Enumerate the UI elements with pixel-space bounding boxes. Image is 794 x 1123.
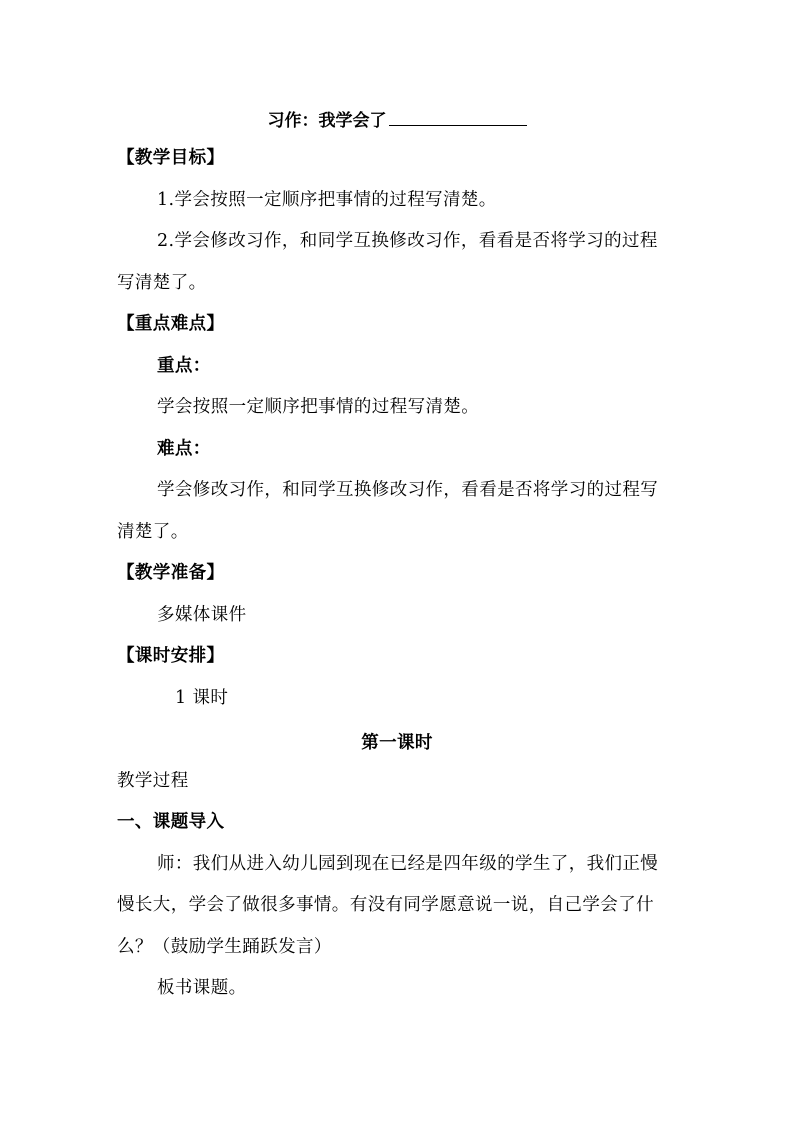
objective-item-1: 1.学会按照一定顺序把事情的过程写清楚。 <box>157 190 497 210</box>
difficult-point-line-1: 学会修改习作，和同学互换修改习作，看看是否将学习的过程写 <box>157 480 659 500</box>
document-title <box>0 107 794 132</box>
lesson-heading: 第一课时 <box>361 733 433 753</box>
difficult-point-label: 难点： <box>157 439 211 459</box>
process-label: 教学过程 <box>117 771 189 791</box>
part1-board-note: 板书课题。 <box>157 978 247 998</box>
difficult-point-line-2: 清楚了。 <box>117 522 189 542</box>
objective-item-2-line-1: 2.学会修改习作，和同学互换修改习作，看看是否将学习的过程 <box>157 231 658 251</box>
title-blank-line <box>389 107 527 126</box>
part1-paragraph-line-3: 么？（鼓励学生踊跃发言） <box>117 937 332 957</box>
part1-paragraph-line-2: 慢长大，学会了做很多事情。有没有同学愿意说一说，自己学会了什 <box>117 895 654 915</box>
objective-item-2-line-2: 写清楚了。 <box>117 273 207 293</box>
key-points-heading: 【重点难点】 <box>117 314 225 334</box>
schedule-heading: 【课时安排】 <box>117 646 225 666</box>
key-point-label: 重点： <box>157 356 211 376</box>
preparation-text: 多媒体课件 <box>157 605 247 625</box>
objectives-heading: 【教学目标】 <box>117 148 225 168</box>
title-text: 习作：我学会了 <box>267 111 387 131</box>
part1-heading: 一、课题导入 <box>117 812 225 832</box>
key-point-text: 学会按照一定顺序把事情的过程写清楚。 <box>157 397 480 417</box>
schedule-text: 1 课时 <box>175 688 229 708</box>
preparation-heading: 【教学准备】 <box>117 563 225 583</box>
part1-paragraph-line-1: 师：我们从进入幼儿园到现在已经是四年级的学生了，我们正慢 <box>157 854 659 874</box>
